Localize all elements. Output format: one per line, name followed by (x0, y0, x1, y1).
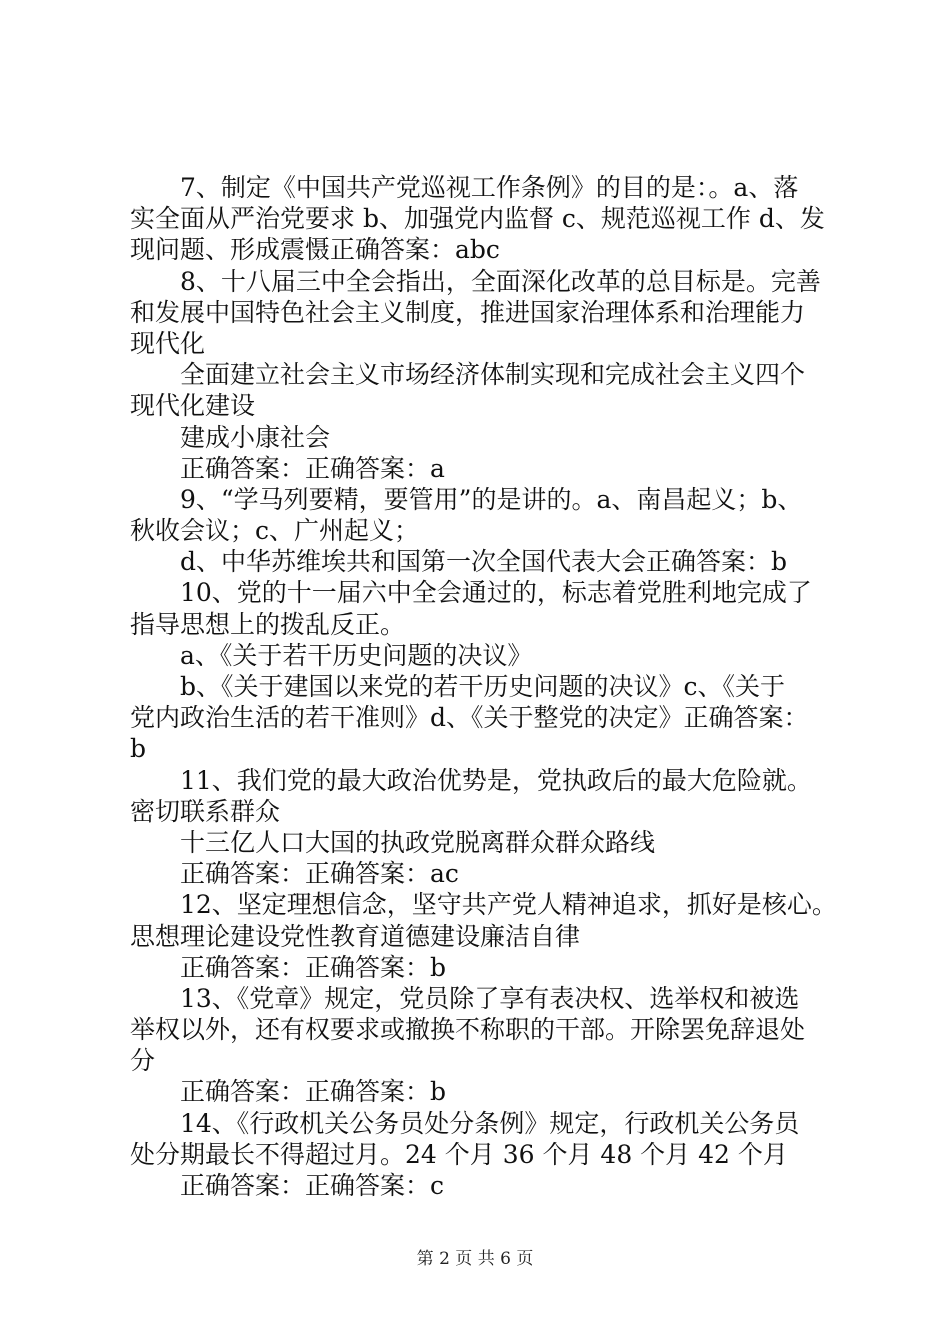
text-line: 8、十八届三中全会指出，全面深化改革的总目标是。完善 (180, 266, 821, 296)
text-line: 分 (130, 1046, 156, 1076)
text-line: b、《关于建国以来党的若干历史问题的决议》c、《关于 (180, 672, 786, 701)
text-line: 现问题、形成震慑正确答案：abc (130, 235, 500, 265)
text-line: 全面建立社会主义市场经济体制实现和完成社会主义四个 (180, 360, 806, 390)
text-line: 密切联系群众 (130, 796, 281, 826)
text-line: 14、《行政机关公务员处分条例》规定，行政机关公务员 (180, 1108, 800, 1138)
text-line: 建成小康社会 (180, 422, 331, 452)
text-line: 和发展中国特色社会主义制度，推进国家治理体系和治理能力 (130, 297, 806, 327)
page-footer: 第 2 页 共 6 页 (416, 1249, 534, 1269)
text-line: 正确答案：正确答案：b (180, 952, 447, 982)
text-line: 正确答案：正确答案：a (180, 453, 445, 483)
text-line: 11、我们党的最大政治优势是，党执政后的最大危险就。 (180, 765, 812, 795)
text-line: 秋收会议；c、广州起义； (130, 516, 420, 546)
text-line: 现代化 (130, 328, 206, 358)
text-line: a、《关于若干历史问题的决议》 (180, 640, 533, 670)
text-line: 现代化建设 (130, 391, 256, 421)
text-line: 实全面从严治党要求 b、加强党内监督 c、规范巡视工作 d、发 (130, 204, 825, 234)
document-body (130, 172, 842, 1201)
text-line: 正确答案：正确答案：b (180, 1077, 447, 1107)
text-line: 12、坚定理想信念，坚守共产党人精神追求，抓好是核心。 (180, 890, 837, 920)
text-line: 举权以外，还有权要求或撤换不称职的干部。开除罢免辞退处 (130, 1015, 806, 1045)
text-line: 10、党的十一届六中全会通过的，标志着党胜利地完成了 (180, 578, 812, 608)
text-line: 十三亿人口大国的执政党脱离群众群众路线 (180, 827, 656, 857)
text-line: 正确答案：正确答案：ac (180, 859, 459, 889)
text-line: 7、制定《中国共产党巡视工作条例》的目的是：。a、落 (180, 173, 799, 202)
text-line: 处分期最长不得超过月。24 个月 36 个月 48 个月 42 个月 (130, 1139, 788, 1169)
text-line: 正确答案：正确答案：c (180, 1171, 445, 1200)
text-line: 指导思想上的拨乱反正。 (130, 609, 406, 639)
text-line: 党内政治生活的若干准则》d、《关于整党的决定》正确答案： (130, 703, 809, 733)
text-line: 思想理论建设党性教育道德建设廉洁自律 (130, 921, 581, 951)
text-line: 13、《党章》规定，党员除了享有表决权、选举权和被选 (180, 983, 800, 1013)
text-line: d、中华苏维埃共和国第一次全国代表大会正确答案：b (180, 547, 788, 577)
text-line: b (130, 734, 147, 764)
text-line: 9、“学马列要精，要管用”的是讲的。a、南昌起义；b、 (180, 484, 803, 514)
